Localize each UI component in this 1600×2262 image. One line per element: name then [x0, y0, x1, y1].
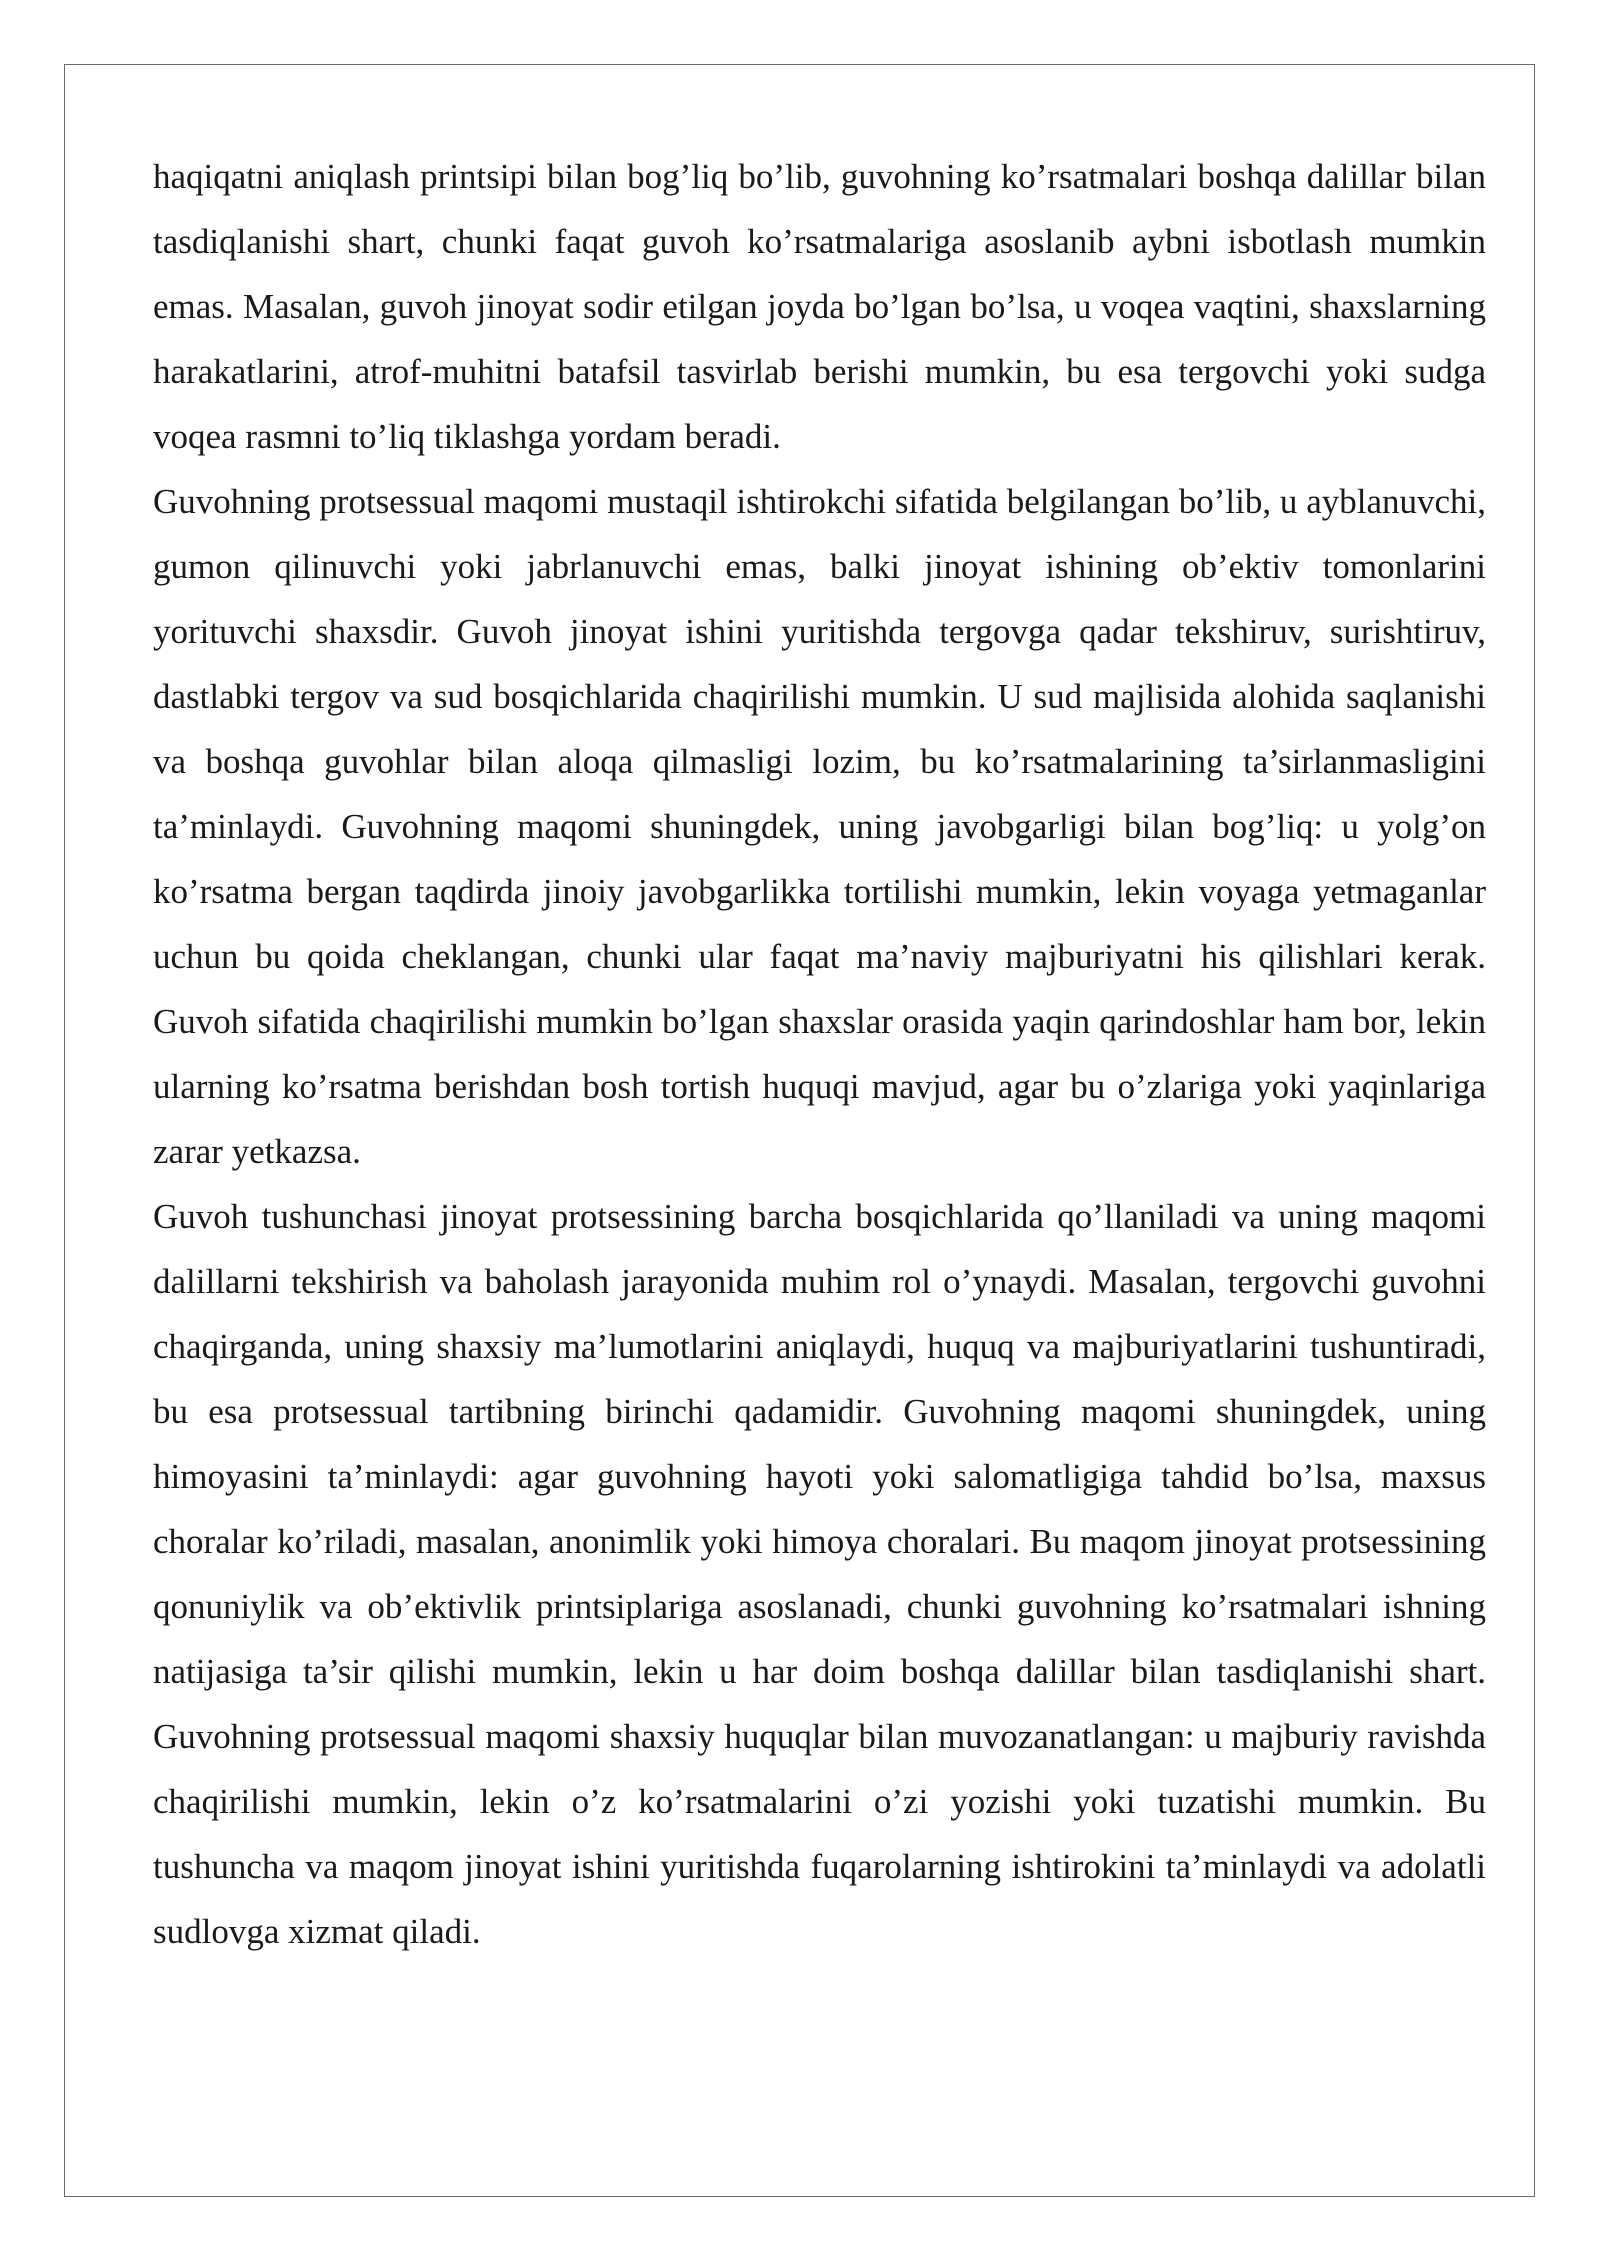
paragraph-3: Guvoh tushunchasi jinoyat protsessining barcha bosqichlarida qo’llaniladi va uning maqomi dalillarni tekshirish va baholash jarayonida muhim rol o’ynaydi. Masalan, tergovchi guvohni chaqirganda, uning shaxsiy ma’lumotlarini aniqlaydi, huquq va majburiyatlarini tushuntiradi, bu esa protsessual tartibning birinchi qadamidir. Guvohning maqomi shuningdek, uning himoyasini ta’minlaydi: agar guvohning hayoti yoki salomatligiga tahdid bo’lsa, maxsus choralar ko’riladi, masalan, anonimlik yoki himoya choralari. Bu maqom jinoyat protsessining qonuniylik va ob’ektivlik printsiplariga asoslanadi, chunki guvohning ko’rsatmalari ishning natijasiga ta’sir qilishi mumkin, lekin u har doim boshqa dalillar bilan tasdiqlanishi shart. Guvohning protsessual maqomi shaxsiy huquqlar bilan muvozanatlangan: u majburiy ravishda chaqirilishi mumkin, lekin o’z ko’rsatmalarini o’zi yozishi yoki tuzatishi mumkin. Bu tushuncha va maqom jinoyat ishini yuritishda fuqarolarning ishtirokini ta’minlaydi va adolatli sudlovga xizmat qiladi. [153, 1197, 1486, 1951]
paragraph-1: haqiqatni aniqlash printsipi bilan bog’liq bo’lib, guvohning ko’rsatmalari boshqa dalillar bilan tasdiqlanishi shart, chunki faqat guvoh ko’rsatmalariga asoslanib aybni isbotlash mumkin emas. Masalan, guvoh jinoyat sodir etilgan joyda bo’lgan bo’lsa, u voqea vaqtini, shaxslarning harakatlarini, atrof-muhitni batafsil tasvirlab berishi mumkin, bu esa tergovchi yoki sudga voqea rasmni to’liq tiklashga yordam beradi. [153, 157, 1486, 456]
document-body [153, 144, 1486, 1964]
paragraph-2: Guvohning protsessual maqomi mustaqil ishtirokchi sifatida belgilangan bo’lib, u ayblanuvchi, gumon qilinuvchi yoki jabrlanuvchi emas, balki jinoyat ishining ob’ektiv tomonlarini yorituvchi shaxsdir. Guvoh jinoyat ishini yuritishda tergovga qadar tekshiruv, surishtiruv, dastlabki tergov va sud bosqichlarida chaqirilishi mumkin. U sud majlisida alohida saqlanishi va boshqa guvohlar bilan aloqa qilmasligi lozim, bu ko’rsatmalarining ta’sirlanmasligini ta’minlaydi. Guvohning maqomi shuningdek, uning javobgarligi bilan bog’liq: u yolg’on ko’rsatma bergan taqdirda jinoiy javobgarlikka tortilishi mumkin, lekin voyaga yetmaganlar uchun bu qoida cheklangan, chunki ular faqat ma’naviy majburiyatni his qilishlari kerak. Guvoh sifatida chaqirilishi mumkin bo’lgan shaxslar orasida yaqin qarindoshlar ham bor, lekin ularning ko’rsatma berishdan bosh tortish huquqi mavjud, agar bu o’zlariga yoki yaqinlariga zarar yetkazsa. [153, 482, 1486, 1171]
